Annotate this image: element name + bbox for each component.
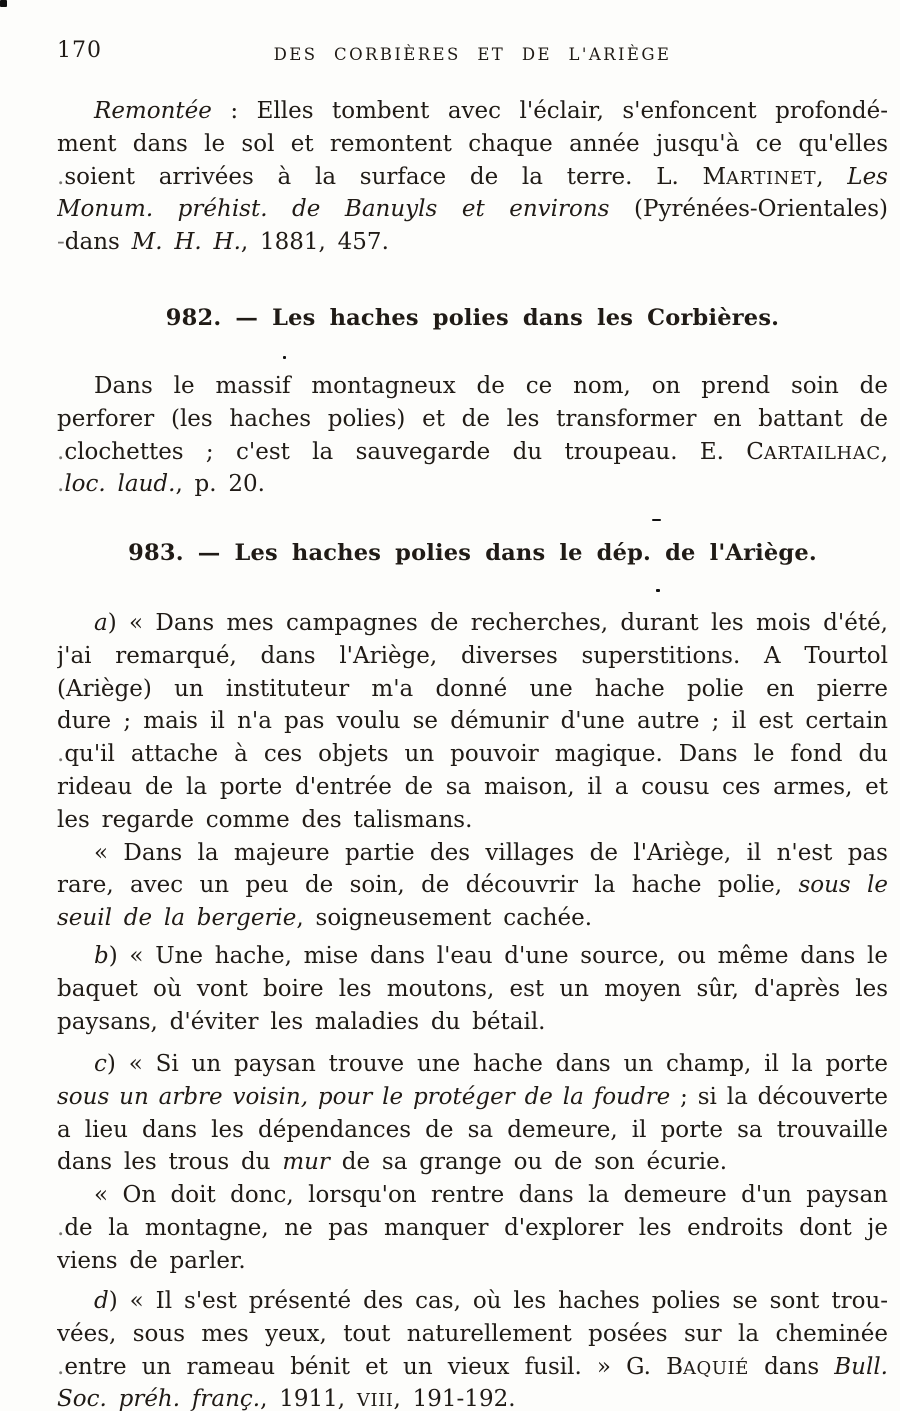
text-line bbox=[57, 1351, 888, 1384]
paragraph bbox=[57, 1048, 888, 1278]
text-run: a lieu dans les dépendances de sa demeure, il porte sa trouvaille bbox=[57, 1116, 888, 1143]
text-line bbox=[57, 95, 888, 128]
text-line bbox=[57, 1212, 888, 1245]
text-run: Dans le massif montagneux de ce nom, on prend soin de bbox=[94, 373, 888, 399]
text-run: paysans, d'éviter les maladies du bétail. bbox=[57, 1008, 546, 1035]
text-line bbox=[57, 436, 888, 469]
text-run: M. H. H. bbox=[131, 229, 241, 256]
text-run: , soigneusement cachée. bbox=[296, 905, 593, 932]
text-run: , 1911, bbox=[260, 1386, 357, 1411]
text-run: les regarde comme des talismans. bbox=[57, 806, 473, 833]
text-run: dans les trous du bbox=[57, 1149, 283, 1176]
scan-artifact bbox=[283, 356, 286, 359]
text-line bbox=[57, 804, 888, 837]
text-run: vées, sous mes yeux, tout naturellement posées sur la cheminée bbox=[57, 1320, 888, 1347]
text-line bbox=[57, 193, 888, 226]
paragraph bbox=[57, 95, 888, 259]
section-heading: 983. — Les haches polies dans le dép. de l'Ariège. bbox=[128, 540, 817, 566]
text-run: ) « Si un paysan trouve une hache dans un champ, il la porte bbox=[106, 1051, 888, 1077]
text-run: VIII bbox=[356, 1390, 394, 1411]
scan-artifact bbox=[0, 0, 7, 7]
text-run: Soc. préh. franç. bbox=[57, 1386, 261, 1411]
text-run: de sa grange ou de son écurie. bbox=[329, 1149, 728, 1176]
text-run: d bbox=[94, 1288, 109, 1314]
text-line bbox=[57, 468, 888, 501]
text-run: Les bbox=[847, 163, 888, 190]
text-run: : Elles tombent avec l'éclair, s'enfoncent profondé- bbox=[211, 98, 888, 124]
text-run: - bbox=[57, 229, 65, 256]
text-run: AQUIÉ bbox=[682, 1357, 749, 1379]
text-run: seuil de la bergerie bbox=[57, 905, 297, 932]
text-run: ; si la découverte bbox=[670, 1083, 888, 1110]
text-run: , bbox=[816, 163, 848, 190]
paragraph bbox=[57, 370, 888, 501]
text-line bbox=[57, 161, 888, 194]
text-run: . bbox=[57, 471, 65, 498]
text-run: mur bbox=[282, 1149, 330, 1176]
text-line bbox=[57, 902, 888, 935]
text-line bbox=[57, 403, 888, 436]
text-line bbox=[57, 1006, 888, 1039]
text-run: a bbox=[94, 610, 108, 636]
running-title: DES CORBIÈRES ET DE L'ARIÈGE bbox=[273, 45, 672, 64]
text-line bbox=[57, 370, 888, 403]
text-line bbox=[57, 1383, 888, 1411]
text-run: ment dans le sol et remontent chaque année jusqu'à ce qu'elles bbox=[57, 130, 888, 157]
text-run: perforer (les haches polies) et de les transformer en battant de bbox=[57, 405, 888, 432]
section-heading: 982. — Les haches polies dans les Corbières. bbox=[165, 305, 780, 331]
text-run: , bbox=[880, 438, 888, 465]
text-line bbox=[57, 771, 888, 804]
text-run: , p. 20. bbox=[175, 471, 265, 498]
text-run: j'ai remarqué, dans l'Ariège, diverses superstitions. A Tourtol bbox=[57, 642, 888, 669]
text-run: rare, avec un peu de soin, de découvrir la hache polie, bbox=[57, 872, 799, 899]
text-run: , 1881, 457. bbox=[240, 229, 389, 256]
text-run: clochettes ; c'est la sauvegarde du troupeau. E. C bbox=[64, 438, 764, 465]
text-run: ) « Dans mes campagnes de recherches, durant les mois d'été, bbox=[107, 610, 888, 636]
text-run: sous le bbox=[798, 872, 888, 899]
text-line bbox=[57, 128, 888, 161]
text-run: . bbox=[57, 438, 65, 465]
scan-artifact bbox=[656, 589, 660, 592]
scan-artifact bbox=[652, 519, 661, 521]
text-run: de la montagne, ne pas manquer d'explorer les endroits dont je bbox=[64, 1214, 888, 1241]
paragraph bbox=[57, 1285, 888, 1411]
text-run: c bbox=[94, 1051, 107, 1077]
text-run: ) « Une hache, mise dans l'eau d'une source, ou même dans le bbox=[108, 943, 888, 969]
text-run: Bull. bbox=[834, 1353, 888, 1380]
text-run: dure ; mais il n'a pas voulu se démunir d'une autre ; il est certain bbox=[57, 708, 888, 735]
page-number: 170 bbox=[57, 38, 102, 63]
text-line bbox=[57, 869, 888, 902]
text-run: . bbox=[57, 163, 65, 190]
text-run: rideau de la porte d'entrée de sa maison, il a cousu ces armes, et bbox=[57, 773, 888, 800]
text-run: baquet où vont boire les moutons, est un moyen sûr, d'après les bbox=[57, 975, 888, 1002]
text-line bbox=[57, 973, 888, 1006]
text-line bbox=[57, 940, 888, 973]
text-run: « Dans la majeure partie des villages de l'Ariège, il n'est pas bbox=[94, 839, 888, 866]
paragraph bbox=[57, 940, 888, 1038]
text-run: , 191-192. bbox=[393, 1386, 516, 1411]
text-line bbox=[57, 1114, 888, 1147]
text-run: Monum. préhist. de Banuyls et environs bbox=[57, 196, 610, 223]
text-run: entre un rameau bénit et un vieux fusil. » G. B bbox=[64, 1353, 683, 1380]
text-run: dans bbox=[748, 1353, 835, 1380]
text-run: (Ariège) un instituteur m'a donné une hache polie en pierre bbox=[57, 675, 888, 702]
text-run: ) « Il s'est présenté des cas, où les haches polies se sont trou- bbox=[108, 1288, 888, 1314]
text-line bbox=[57, 837, 888, 870]
text-run: soient arrivées à la surface de la terre. L. M bbox=[64, 163, 727, 190]
text-run: Remontée bbox=[94, 98, 212, 124]
paragraph bbox=[57, 607, 888, 935]
text-line bbox=[57, 1081, 888, 1114]
text-run: sous un arbre voisin, pour le protéger de la foudre bbox=[57, 1083, 671, 1110]
text-run: loc. laud. bbox=[64, 471, 176, 498]
text-run: b bbox=[94, 943, 109, 969]
text-run: ARTAILHAC bbox=[763, 442, 881, 464]
text-run: viens de parler. bbox=[57, 1247, 246, 1274]
text-line bbox=[57, 673, 888, 706]
text-line bbox=[57, 607, 888, 640]
text-line bbox=[57, 640, 888, 673]
text-run: . bbox=[57, 1214, 65, 1241]
text-line bbox=[57, 1179, 888, 1212]
text-line bbox=[57, 738, 888, 771]
text-run: . bbox=[57, 1353, 65, 1380]
text-run: (Pyrénées-Orientales) bbox=[609, 196, 888, 223]
text-run: ARTINET bbox=[726, 167, 817, 189]
text-line bbox=[57, 1245, 888, 1278]
text-run: « On doit donc, lorsqu'on rentre dans la demeure d'un paysan bbox=[94, 1182, 888, 1209]
text-line bbox=[57, 705, 888, 738]
text-line bbox=[57, 1048, 888, 1081]
text-line bbox=[57, 1285, 888, 1318]
text-run: dans bbox=[64, 229, 132, 256]
text-line bbox=[57, 226, 888, 259]
text-line bbox=[57, 1146, 888, 1179]
text-run: qu'il attache à ces objets un pouvoir magique. Dans le fond du bbox=[64, 741, 888, 768]
text-line bbox=[57, 1318, 888, 1351]
text-run: . bbox=[57, 741, 65, 768]
